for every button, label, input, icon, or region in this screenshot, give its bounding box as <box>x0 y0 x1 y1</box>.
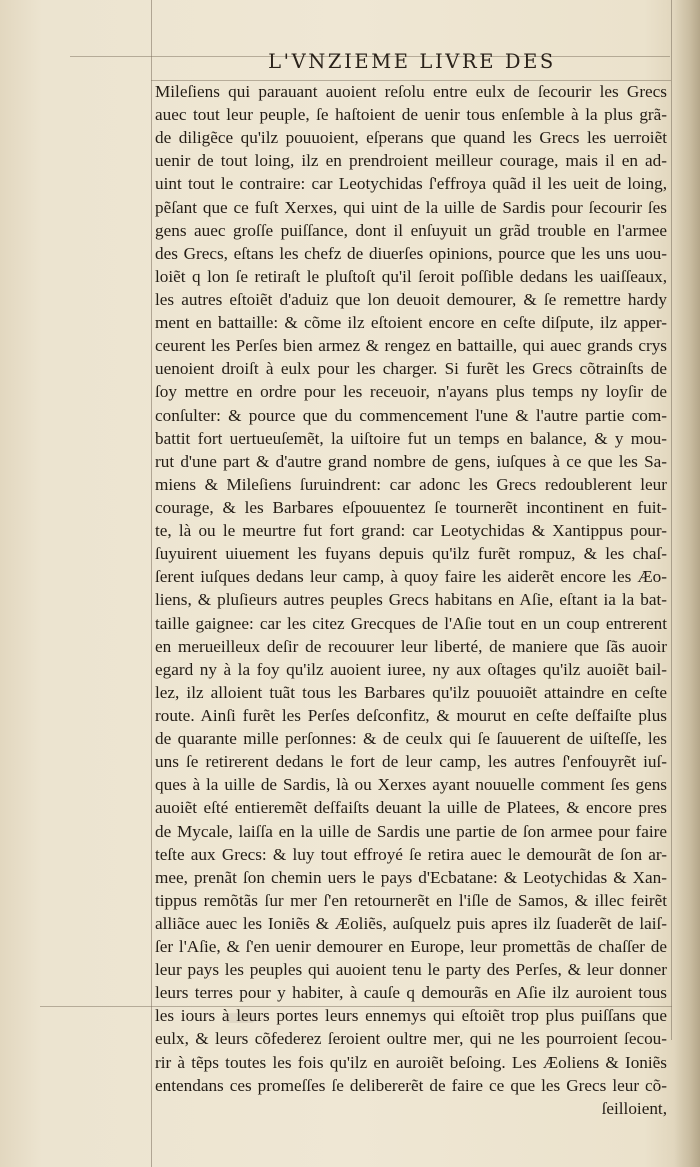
text-line: Mileſiens qui parauant auoient reſolu entre eulx de ſecourir les Grecs <box>155 82 667 101</box>
right-margin-rule <box>671 0 672 1040</box>
text-line: alliãce auec les Ioniẽs & Æoliẽs, auſquelz puis apres ilz ſuaderẽt de laiſ- <box>155 913 667 933</box>
text-line: lez, ilz alloient tuãt tous les Barbares qu'ilz pouuoiẽt attaindre en ceſte <box>155 682 667 702</box>
text-line: ment en battaille: & cõme ilz eſtoient encore en ceſte diſpute, ilz apper- <box>155 313 667 333</box>
text-line: en merueilleux deſir de recouurer leur liberté, de maniere que ſãs auoir <box>155 636 667 656</box>
text-line: uenoient droiſt à eulx pour les charger. Si furẽt les Grecs cõtrainſts de <box>155 359 667 379</box>
text-line: auoiẽt eſté entieremẽt deſfaiſts deuant la uille de Platees, & encore pres <box>155 798 667 818</box>
text-line: miens & Mileſiens ſuruindrent: car adonc les Grecs redoublerent leur <box>155 474 667 494</box>
text-line: auec tout leur peuple, ſe haſtoient de uenir tous enſemble à la plus grã- <box>155 105 667 125</box>
text-line: de Mycale, laiſſa en la uille de Sardis une partie de ſon armee pour faire <box>155 821 667 841</box>
text-line: des Grecs, eſtans les chefz de diuerſes opinions, pource que les uns uou- <box>155 243 667 263</box>
text-line: ſer l'Aſie, & ſ'en uenir demourer en Europe, leur promettãs de chaſſer de <box>155 937 667 957</box>
text-line: les iours à leurs portes leurs ennemys qui eſtoiẽt trop plus puiſſans que <box>155 1006 667 1026</box>
text-line: te, là ou le meurtre fut fort grand: car Leotychidas & Xantippus pour- <box>155 521 667 541</box>
faint-mark <box>225 1013 255 1023</box>
text-line: conſulter: & pource que du commencement l'une & l'autre partie com- <box>155 405 667 425</box>
text-line: pẽſant que ce fuſt Xerxes, qui uint de la uille de Sardis pour ſecourir ſes <box>155 197 667 217</box>
text-line: de diligẽce qu'ilz pouuoient, eſperans que quand les Grecs les uerroiẽt <box>155 128 667 148</box>
text-line: teſte aux Grecs: & luy tout effroyé ſe retira auec le demourãt de ſon ar- <box>155 844 667 864</box>
text-line: de quarante mille perſonnes: & de ceulx qui ſe ſauuerent de uiſteſſe, les <box>155 729 667 749</box>
text-line: eulx, & leurs cõfederez ſeroient oultre mer, qui ne les pourroient ſecou- <box>155 1029 667 1049</box>
text-line: rut d'une part & d'autre grand nombre de gens, iuſques à ce que les Sa- <box>155 451 667 471</box>
text-line: ſuyuirent uiuement les fuyans depuis qu'ilz furẽt rompuz, & les chaſ- <box>155 544 667 564</box>
text-line: taille gaignee: car les citez Grecques de l'Aſie tout en un coup entrerent <box>155 613 667 633</box>
left-margin-rule <box>151 0 152 1167</box>
text-line: ſoy mettre en ordre pour les receuoir, n'ayans plus temps ny loyſir de <box>155 382 667 402</box>
text-line: les autres eſtoiẽt d'aduiz que lon deuoit demourer, & ſe remettre hardy <box>155 289 667 309</box>
text-line: leurs terres pour y habiter, à cauſe q demourãs en Aſie ilz auroient tous <box>155 983 667 1003</box>
text-line: tippus remõtãs ſur mer ſ'en retournerẽt en l'iſle de Samos, & illec feirẽt <box>155 890 667 910</box>
text-line: leur pays les peuples qui auoient tenu le party des Perſes, & leur donner <box>155 960 667 980</box>
text-line: uint tout le contraire: car Leotychidas ſ'effroya quãd il les ueit de loing, <box>155 174 667 194</box>
text-line: entendans ces promeſſes ſe delibererẽt de faire ce que les Grecs leur cõ- <box>155 1075 667 1095</box>
body-text <box>155 80 667 1120</box>
text-line: mee, prenãt ſon chemin uers le pays d'Ecbatane: & Leotychidas & Xan- <box>155 867 667 887</box>
text-line: egard ny à la foy qu'ilz auoient iuree, ny aux oſtages qu'ilz auoiẽt bail- <box>155 659 667 679</box>
text-line: gens auec groſſe puiſſance, dont il enſuyuit un grãd trouble en l'armee <box>155 220 667 240</box>
text-line: loiẽt q lon ſe retiraſt le pluſtoſt qu'il ſeroit poſſible dedans les uaiſſeaux, <box>155 266 667 286</box>
text-line: uenir de tout loing, ilz en prendroient meilleur courage, mais il en ad- <box>155 151 667 171</box>
page-edge-shadow <box>674 0 700 1167</box>
text-line: uns ſe retirerent dedans le fort de leur camp, les autres ſ'enfouyrẽt iuſ- <box>155 752 667 772</box>
text-line: courage, & les Barbares eſpouuentez ſe tournerẽt incontinent en fuit- <box>155 497 667 517</box>
text-line: ceurent les Perſes bien armez & rengez en battaille, qui auec grands crys <box>155 336 667 356</box>
text-line: battit fort uertueuſemẽt, la uiſtoire fut un temps en balance, & y mou- <box>155 428 667 448</box>
text-line: liens, & pluſieurs autres peuples Grecs habitans en Aſie, eſtant ia la bat- <box>155 590 667 610</box>
text-line: ques à la uille de Sardis, là ou Xerxes ayant nouuelle comment ſes gens <box>155 775 667 795</box>
text-line: ſerent iuſques dedans leur camp, à quoy faire les aiderẽt encore les Æo- <box>155 567 667 587</box>
text-line: route. Ainſi furẽt les Perſes deſconfitz, & mourut en ceſte deſfaiſte plus <box>155 705 667 725</box>
catchword: ſeilloient, <box>601 1098 667 1118</box>
running-head: L'VNZIEME LIVRE DES <box>268 50 556 73</box>
text-line: rir à tẽps toutes les fois qu'ilz en auroiẽt beſoing. Les Æoliens & Ioniẽs <box>155 1052 667 1072</box>
